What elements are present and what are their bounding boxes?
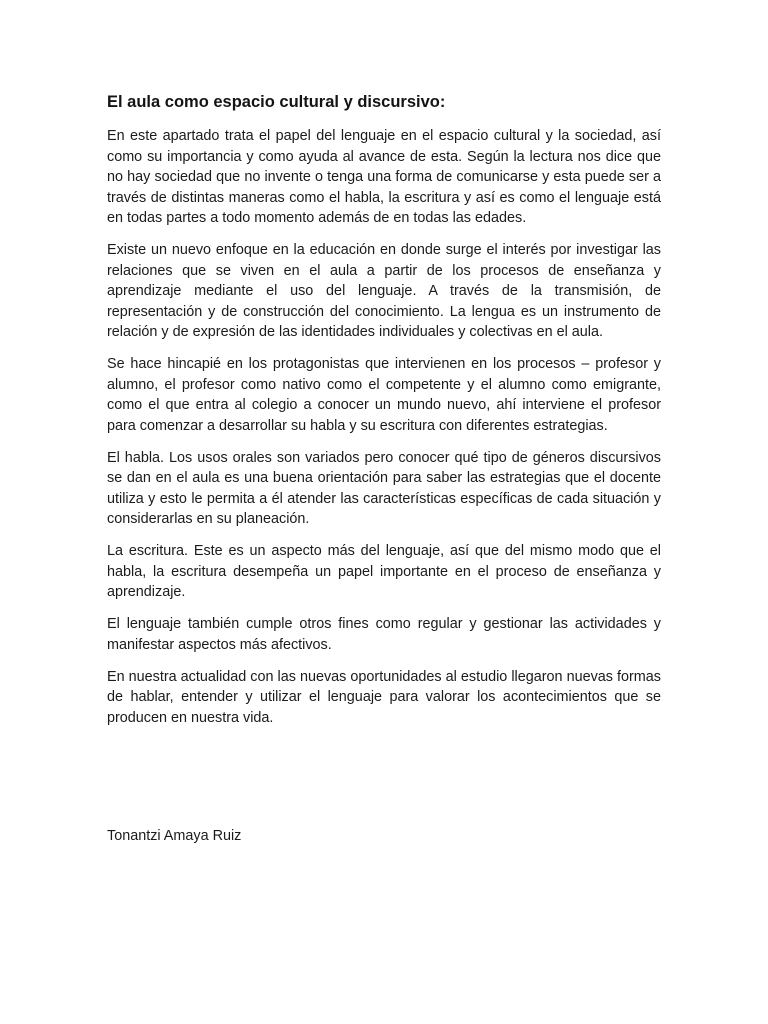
paragraph-1: En este apartado trata el papel del lenguaje en el espacio cultural y la sociedad, así como su importancia y como ayuda al avance de esta. Según la lectura nos dice que no hay sociedad que no invente o tenga una forma de comunicarse y esta puede ser a través de distintas maneras como el habla, la escritura y así es como el lenguaje está en todas partes a todo momento además de en todas las edades. xyxy=(107,128,661,226)
paragraph-2: Existe un nuevo enfoque en la educación en donde surge el interés por investigar las relaciones que se viven en el aula a partir de los procesos de enseñanza y aprendizaje mediante el uso del lenguaje. A través de la transmisión, de representación y de construcción del conocimiento. La lengua es un instrumento de relación y de expresión de las identidades individuales y colectivas en el aula. xyxy=(107,242,661,340)
paragraph-4: El habla. Los usos orales son variados pero conocer qué tipo de géneros discursivos se dan en el aula es una buena orientación para saber las estrategias que el docente utiliza y esto le permita a él atender las características específicas de cada situación y considerarlas en su planeación. xyxy=(107,449,661,527)
paragraph-6: El lenguaje también cumple otros fines como regular y gestionar las actividades y manifestar aspectos más afectivos. xyxy=(107,616,661,653)
document-page xyxy=(107,90,661,844)
document-title: El aula como espacio cultural y discursivo: xyxy=(107,93,446,111)
paragraph-5: La escritura. Este es un aspecto más del lenguaje, así que del mismo modo que el habla, la escritura desempeña un papel importante en el proceso de enseñanza y aprendizaje. xyxy=(107,543,661,600)
paragraph-7: En nuestra actualidad con las nuevas oportunidades al estudio llegaron nuevas formas de hablar, entender y utilizar el lenguaje para valorar los acontecimientos que se producen en nuestra vida. xyxy=(107,668,661,726)
paragraph-3: Se hace hincapié en los protagonistas que intervienen en los procesos – profesor y alumno, el profesor como nativo como el competente y el alumno como emigrante, como el que entra al colegio a conocer un mundo nuevo, ahí interviene el profesor para comenzar a desarrollar su habla y su escritura con diferentes estrategias. xyxy=(107,356,661,434)
author-signature: Tonantzi Amaya Ruiz xyxy=(107,828,242,844)
